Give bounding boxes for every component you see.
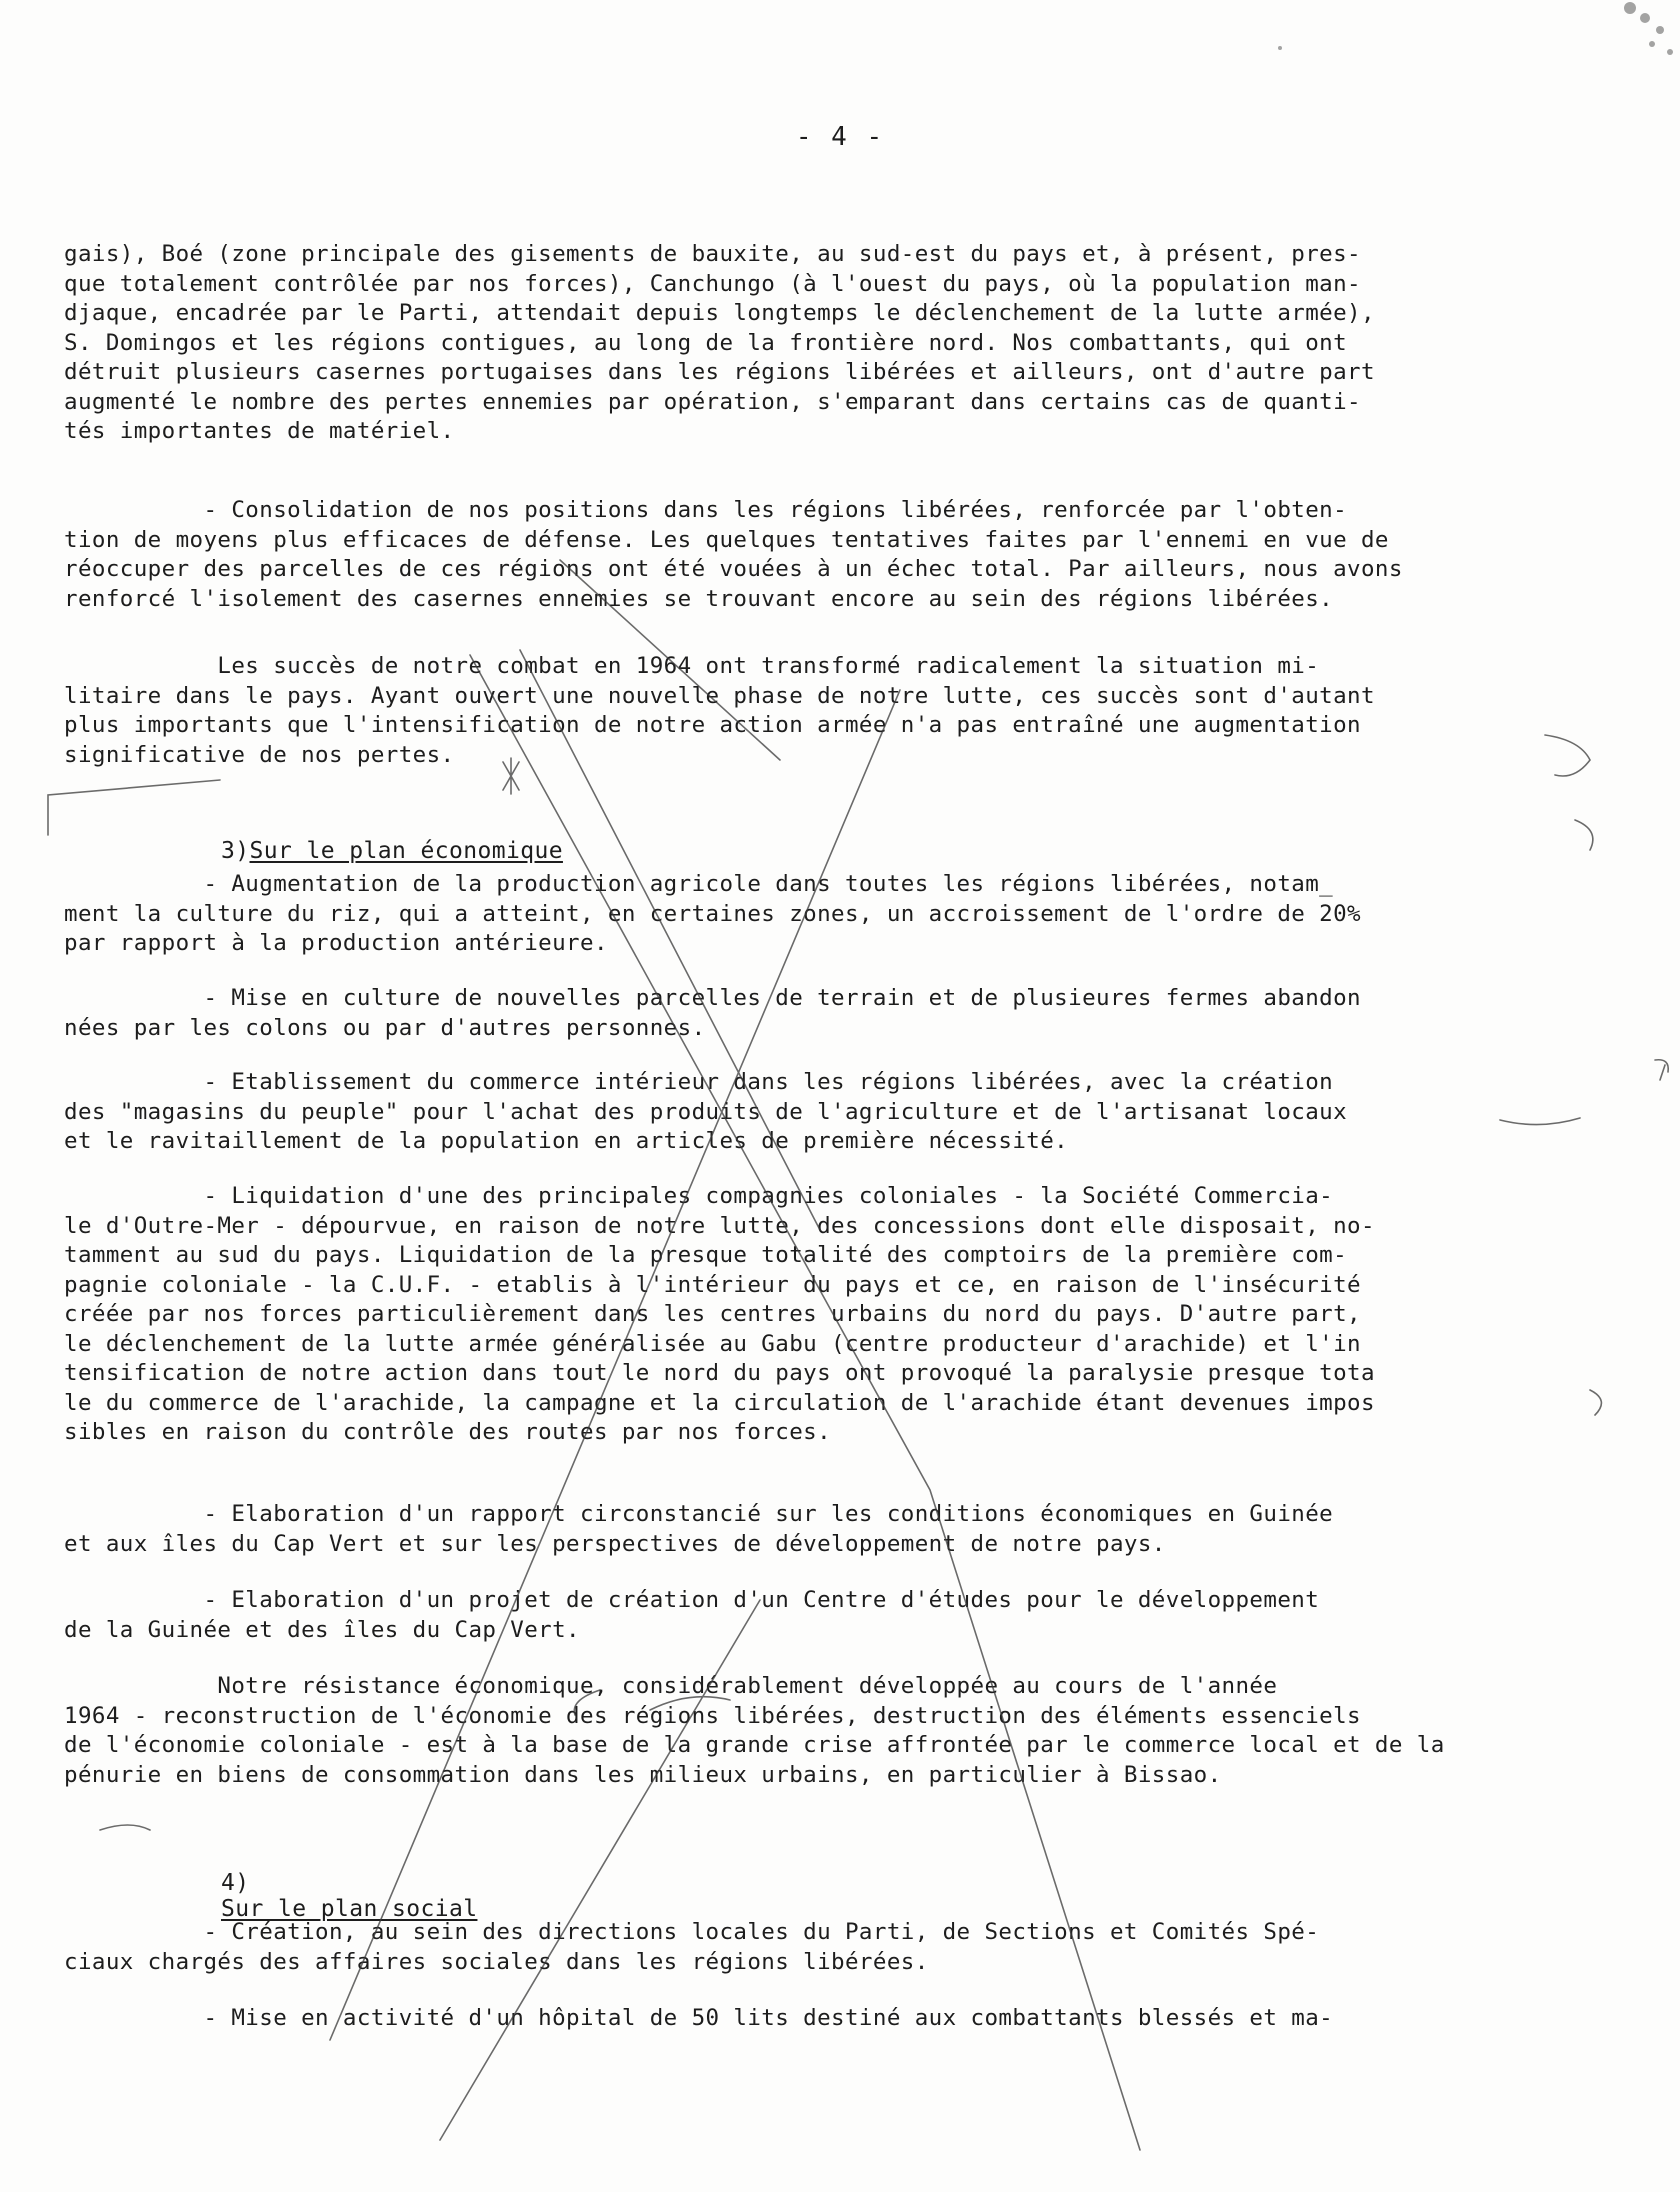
text-line: - Elaboration d'un projet de création d'un Centre d'études pour le développement xyxy=(64,1587,1320,1613)
section-3-paragraph-4 xyxy=(64,1182,1594,1448)
text-line: S. Domingos et les régions contigues, au long de la frontière nord. Nos combattants, qui ont xyxy=(64,329,1348,356)
text-line: djaque, encadrée par le Parti, attendait depuis longtemps le déclenchement de la lutte armée), xyxy=(64,300,1375,326)
consolidation-paragraph xyxy=(64,496,1594,614)
text-line: réoccuper des parcelles de ces régions ont été vouées à un échec total. Par ailleurs, nous avons xyxy=(64,556,1403,582)
scan-artifact xyxy=(1278,2,1673,55)
page-number: - 4 - xyxy=(795,122,885,152)
text-line: tamment au sud du pays. Liquidation de la presque totalité des comptoirs de la première com- xyxy=(64,1242,1348,1268)
text-line: ciaux chargés des affaires sociales dans les régions libérées. xyxy=(64,1948,929,1975)
text-line: le déclenchement de la lutte armée généralisée au Gabu (centre producteur d'arachide) et l'in xyxy=(64,1330,1361,1357)
text-line: gais), Boé (zone principale des gisements de bauxite, au sud-est du pays et, à présent, pres- xyxy=(64,241,1361,267)
text-line: nées par les colons ou par d'autres personnes. xyxy=(64,1014,706,1041)
text-line: tensification de notre action dans tout le nord du pays ont provoqué la paralysie presque tota xyxy=(64,1360,1375,1386)
margin-squiggle xyxy=(1575,820,1593,850)
section-3-paragraph-6 xyxy=(64,1586,1594,1645)
section-3-paragraph-5 xyxy=(64,1500,1594,1559)
text-line: - Augmentation de la production agricole dans toutes les régions libérées, notam_ xyxy=(64,871,1334,897)
success-paragraph xyxy=(64,652,1594,770)
section-4-paragraph-1 xyxy=(64,1918,1594,1977)
text-line: par rapport à la production antérieure. xyxy=(64,930,608,956)
text-line: tion de moyens plus efficaces de défense. Les quelques tentatives faites par l'ennemi en vue de xyxy=(64,526,1389,553)
section-3-paragraph-3 xyxy=(64,1068,1594,1157)
text-line: pénurie en biens de consommation dans les milieux urbains, en particulier à Bissao. xyxy=(64,1761,1222,1788)
text-line: - Consolidation de nos positions dans les régions libérées, renforcée par l'obten- xyxy=(64,497,1348,523)
text-line: le d'Outre-Mer - dépourvue, en raison de notre lutte, des concessions dont elle disposait, no- xyxy=(64,1212,1375,1239)
intro-paragraph xyxy=(64,240,1594,447)
text-line: litaire dans le pays. Ayant ouvert une nouvelle phase de notre lutte, ces succès sont d'autant xyxy=(64,682,1375,709)
text-line: augmenté le nombre des pertes ennemies par opération, s'emparant dans certains cas de quanti- xyxy=(64,388,1361,415)
text-line: - Mise en activité d'un hôpital de 50 lits destiné aux combattants blessés et ma- xyxy=(64,2005,1334,2031)
text-line: renforcé l'isolement des casernes ennemies se trouvant encore au sein des régions libérées. xyxy=(64,585,1334,612)
text-line: tés importantes de matériel. xyxy=(64,418,455,444)
text-line: plus importants que l'intensification de notre action armée n'a pas entraîné une augmentation xyxy=(64,712,1361,738)
text-line: Notre résistance économique, considérablement développée au cours de l'année xyxy=(64,1673,1278,1699)
text-line: sibles en raison du contrôle des routes par nos forces. xyxy=(64,1419,832,1445)
text-line: créée par nos forces particulièrement dans les centres urbains du nord du pays. D'autre part, xyxy=(64,1301,1361,1327)
text-line: des "magasins du peuple" pour l'achat des produits de l'agriculture et de l'artisanat locaux xyxy=(64,1098,1348,1125)
text-line: pagnie coloniale - la C.U.F. - etablis à l'intérieur du pays et ce, en raison de l'insécurité xyxy=(64,1271,1361,1298)
margin-squiggle xyxy=(100,1825,150,1830)
text-line: 1964 - reconstruction de l'économie des régions libérées, destruction des éléments essenciels xyxy=(64,1702,1361,1729)
text-line: - Liquidation d'une des principales compagnies coloniales - la Société Commercia- xyxy=(64,1183,1334,1209)
text-line: - Elaboration d'un rapport circonstancié sur les conditions économiques en Guinée xyxy=(64,1501,1334,1527)
margin-squiggle xyxy=(1655,1060,1668,1080)
section-title: Sur le plan social xyxy=(221,1896,478,1922)
section-title: Sur le plan économique xyxy=(249,838,563,864)
section-3-paragraph-2 xyxy=(64,984,1594,1043)
text-line: - Etablissement du commerce intérieur dans les régions libérées, avec la création xyxy=(64,1069,1334,1095)
text-line: ment la culture du riz, qui a atteint, en certaines zones, un accroissement de l'ordre de 20% xyxy=(64,900,1361,927)
text-line: détruit plusieurs casernes portugaises dans les régions libérées et ailleurs, ont d'autre part xyxy=(64,359,1375,385)
text-line: et aux îles du Cap Vert et sur les perspectives de développement de notre pays. xyxy=(64,1530,1166,1557)
text-line: - Mise en culture de nouvelles parcelles de terrain et de plusieures fermes abandon xyxy=(64,985,1361,1011)
text-line: que totalement contrôlée par nos forces), Canchungo (à l'ouest du pays, où la population man- xyxy=(64,270,1361,297)
text-line: - Création, au sein des directions locales du Parti, de Sections et Comités Spé- xyxy=(64,1919,1320,1945)
section-number: 4) xyxy=(221,1870,250,1896)
section-3-paragraph-1 xyxy=(64,870,1594,959)
text-line: Les succès de notre combat en 1964 ont transformé radicalement la situation mi- xyxy=(64,653,1320,679)
text-line: et le ravitaillement de la population en articles de première nécessité. xyxy=(64,1128,1069,1154)
text-line: significative de nos pertes. xyxy=(64,741,455,768)
text-line: le du commerce de l'arachide, la campagne et la circulation de l'arachide étant devenues impos xyxy=(64,1389,1375,1416)
section-3-paragraph-7 xyxy=(64,1672,1594,1790)
text-line: de la Guinée et des îles du Cap Vert. xyxy=(64,1616,581,1643)
section-number: 3) xyxy=(221,838,250,864)
section-4-paragraph-2 xyxy=(64,2004,1594,2034)
text-line: de l'économie coloniale - est à la base de la grande crise affrontée par le commerce local et de la xyxy=(64,1732,1445,1758)
